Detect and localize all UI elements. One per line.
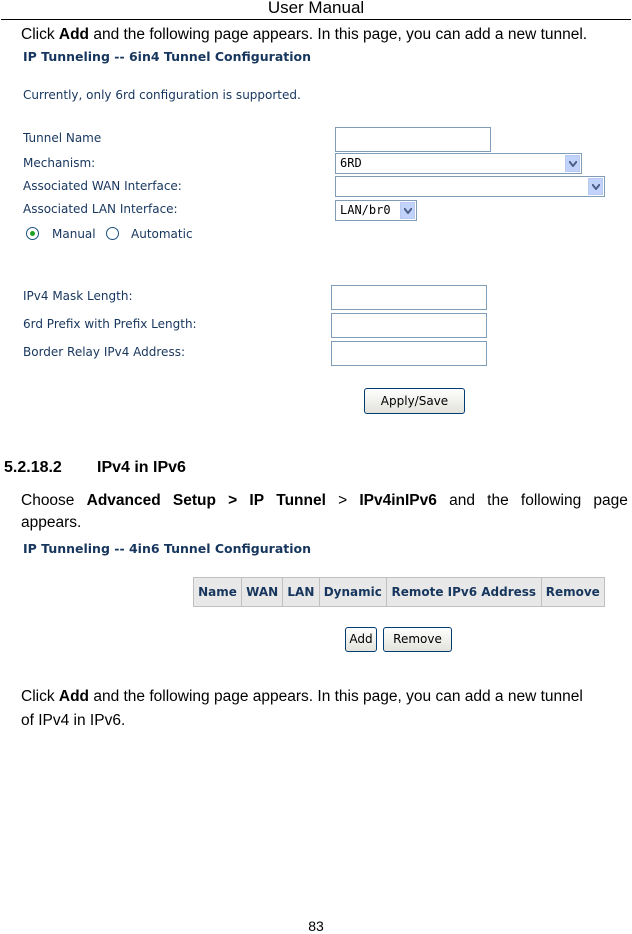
label-lan-interface: Associated LAN Interface: [23,202,178,216]
lan-interface-select[interactable] [335,200,417,221]
label-border-relay: Border Relay IPv4 Address: [23,345,185,359]
chevron-down-icon [400,202,415,219]
shot1-title: IP Tunneling -- 6in4 Tunnel Configuration [23,49,312,64]
label-ipv4-mask-length: IPv4 Mask Length: [23,289,133,303]
border-relay-input[interactable] [331,341,487,366]
tunnel-table-header-row [194,578,605,607]
col-remote-ipv6: Remote IPv6 Address [387,578,541,607]
intro2-choose: Choose [21,492,75,509]
col-remove: Remove [541,578,604,607]
mechanism-select-value: 6RD [340,156,362,170]
intro1-prefix: Click [21,26,59,43]
apply-save-button[interactable]: Apply/Save [364,388,465,414]
header-divider [1,19,631,20]
intro3-line2: of IPv4 in IPv6. [21,712,126,729]
intro2-page: page [593,492,628,509]
col-dynamic: Dynamic [319,578,387,607]
screenshot-4in6-config [0,538,632,660]
intro2-ipv4inipv6: IPv4inIPv6 [359,492,437,509]
shot2-title: IP Tunneling -- 4in6 Tunnel Configuration [23,541,312,556]
lan-interface-select-value: LAN/br0 [340,203,391,217]
col-wan: WAN [242,578,283,607]
col-lan: LAN [283,578,319,607]
radio-automatic[interactable] [106,227,119,240]
remove-button[interactable]: Remove [383,627,452,652]
section-number: 5.2.18.2 [4,459,62,476]
page-number: 83 [308,918,324,934]
intro2-line2: appears. [21,514,82,531]
intro2-and: and [449,492,475,509]
tunnel-name-input[interactable] [335,127,491,152]
radio-manual-dot [30,231,35,236]
label-6rd-prefix: 6rd Prefix with Prefix Length: [23,317,197,331]
wan-interface-select[interactable] [335,176,605,197]
intro1-suffix: and the following page appears. In this page, you can add a new tunnel. [89,26,588,43]
intro2-gt1: > [228,492,238,509]
label-mechanism: Mechanism: [23,156,96,170]
intro2-tunnel: Tunnel [276,492,326,509]
screenshot-6in4-config [0,44,632,424]
radio-manual[interactable] [26,227,39,240]
intro2-ip: IP [249,492,265,509]
label-tunnel-name: Tunnel Name [23,131,102,145]
mechanism-select[interactable] [335,153,582,174]
intro-paragraph-2 [21,490,628,511]
document-header-title: User Manual [267,0,365,17]
intro3-suffix: and the following page appears. In this page, you can add a new tunnel [89,688,583,705]
radio-manual-label: Manual [52,227,96,241]
label-wan-interface: Associated WAN Interface: [23,179,182,193]
intro-paragraph-1 [21,24,587,45]
tunnel-table [193,577,605,607]
intro2-the: the [487,492,509,509]
intro2-setup: Setup [172,492,216,509]
intro2-advanced: Advanced [86,492,161,509]
add-button[interactable]: Add [345,627,377,652]
section-title: IPv4 in IPv6 [97,459,186,476]
radio-automatic-label: Automatic [131,227,193,241]
intro2-gt2: > [338,492,348,509]
6rd-prefix-input[interactable] [331,313,487,338]
intro2-following: following [520,492,582,509]
intro3-bold-add: Add [58,688,90,705]
intro-paragraph-3 [21,686,583,707]
ipv4-mask-length-input[interactable] [331,285,487,310]
chevron-down-icon [588,178,603,195]
chevron-down-icon [565,155,580,172]
shot1-note: Currently, only 6rd configuration is supported. [23,88,301,102]
col-name: Name [194,578,242,607]
intro1-bold-add: Add [58,26,90,43]
intro3-prefix: Click [21,688,59,705]
